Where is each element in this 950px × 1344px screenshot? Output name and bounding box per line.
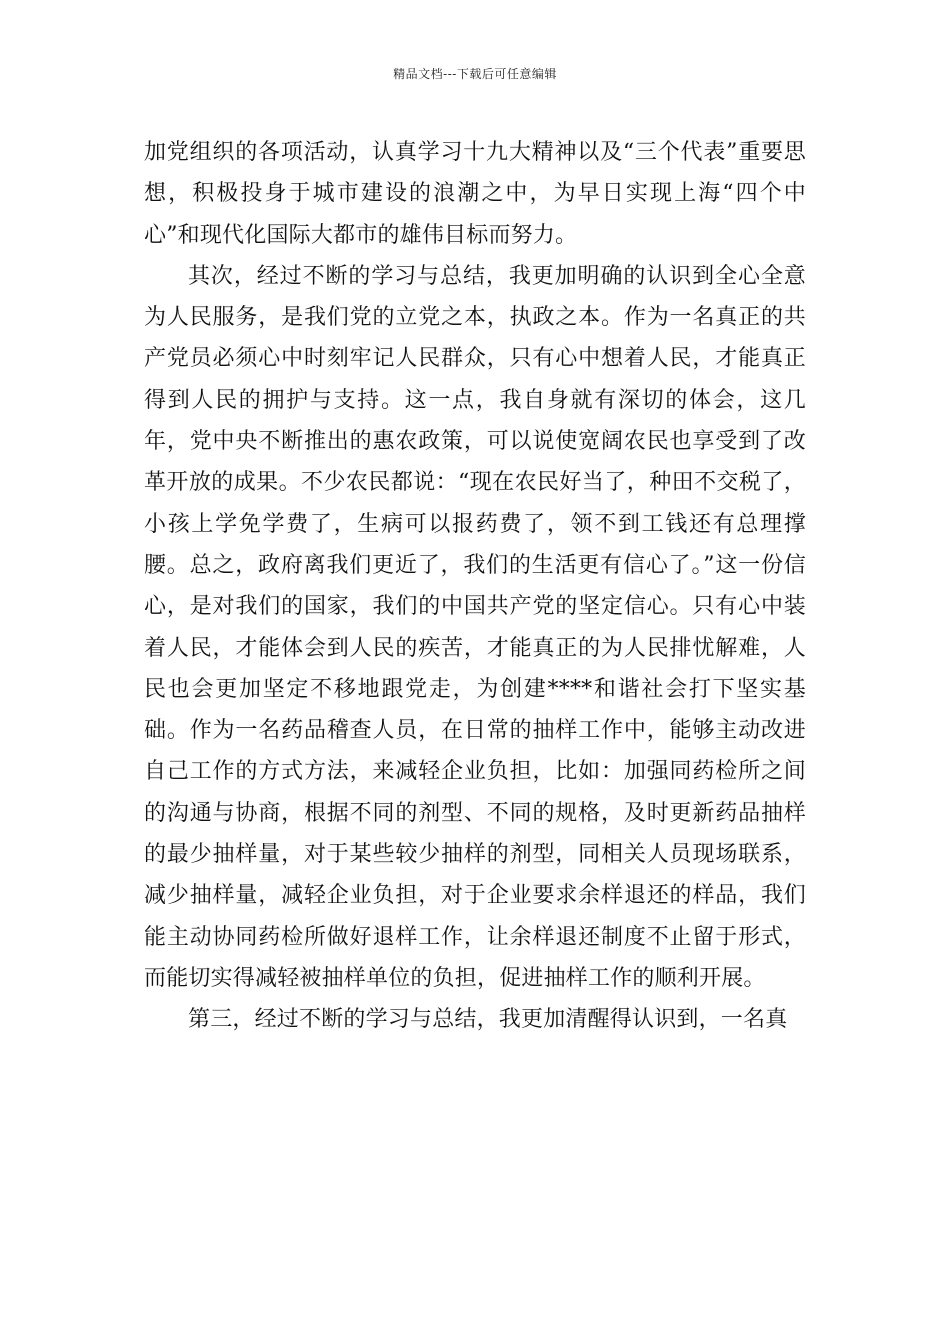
paragraph-continuation: 加党组织的各项活动，认真学习十九大精神以及“三个代表”重要思想，积极投身于城市建设的浪潮之中，为早日实现上海“四个中心”和现代化国际大都市的雄伟目标而努力。 — [144, 140, 806, 248]
paragraph-third-point: 第三，经过不断的学习与总结，我更加清醒得认识到，一名真 — [188, 1007, 788, 1033]
document-body — [144, 132, 806, 1041]
paragraph-second-point: 其次，经过不断的学习与总结，我更加明确的认识到全心全意为人民服务，是我们党的立党之本，执政之本。作为一名真正的共产党员必须心中时刻牢记人民群众，只有心中想着人民，才能真正得到人民的拥护与支持。这一点，我自身就有深切的体会，这几年，党中央不断推出的惠农政策，可以说使宽阔农民也享受到了改革开放的成果。不少农民都说：“现在农民好当了，种田不交税了，小孩上学免学费了，生病可以报药费了，领不到工钱还有总理撑腰。总之，政府离我们更近了，我们的生活更有信心了。”这一份信心，是对我们的国家，我们的中国共产党的坚定信心。只有心中装着人民，才能体会到人民的疾苦，才能真正的为人民排忧解难，人民也会更加坚定不移地跟党走，为创建****和谐社会打下坚实基础。作为一名药品稽查人员，在日常的抽样工作中，能够主动改进自己工作的方式方法，来减轻企业负担，比如：加强同药检所之间的沟通与协商，根据不同的剂型、不同的规格，及时更新药品抽样的最少抽样量，对于某些较少抽样的剂型，同相关人员现场联系，减少抽样量，减轻企业负担，对于企业要求余样退还的样品，我们能主动协同药检所做好退样工作，让余样退还制度不止留于形式，而能切实得减轻被抽样单位的负担，促进抽样工作的顺利开展。 — [144, 263, 806, 991]
page-header: 精品文档---下载后可任意编辑 — [393, 67, 557, 81]
